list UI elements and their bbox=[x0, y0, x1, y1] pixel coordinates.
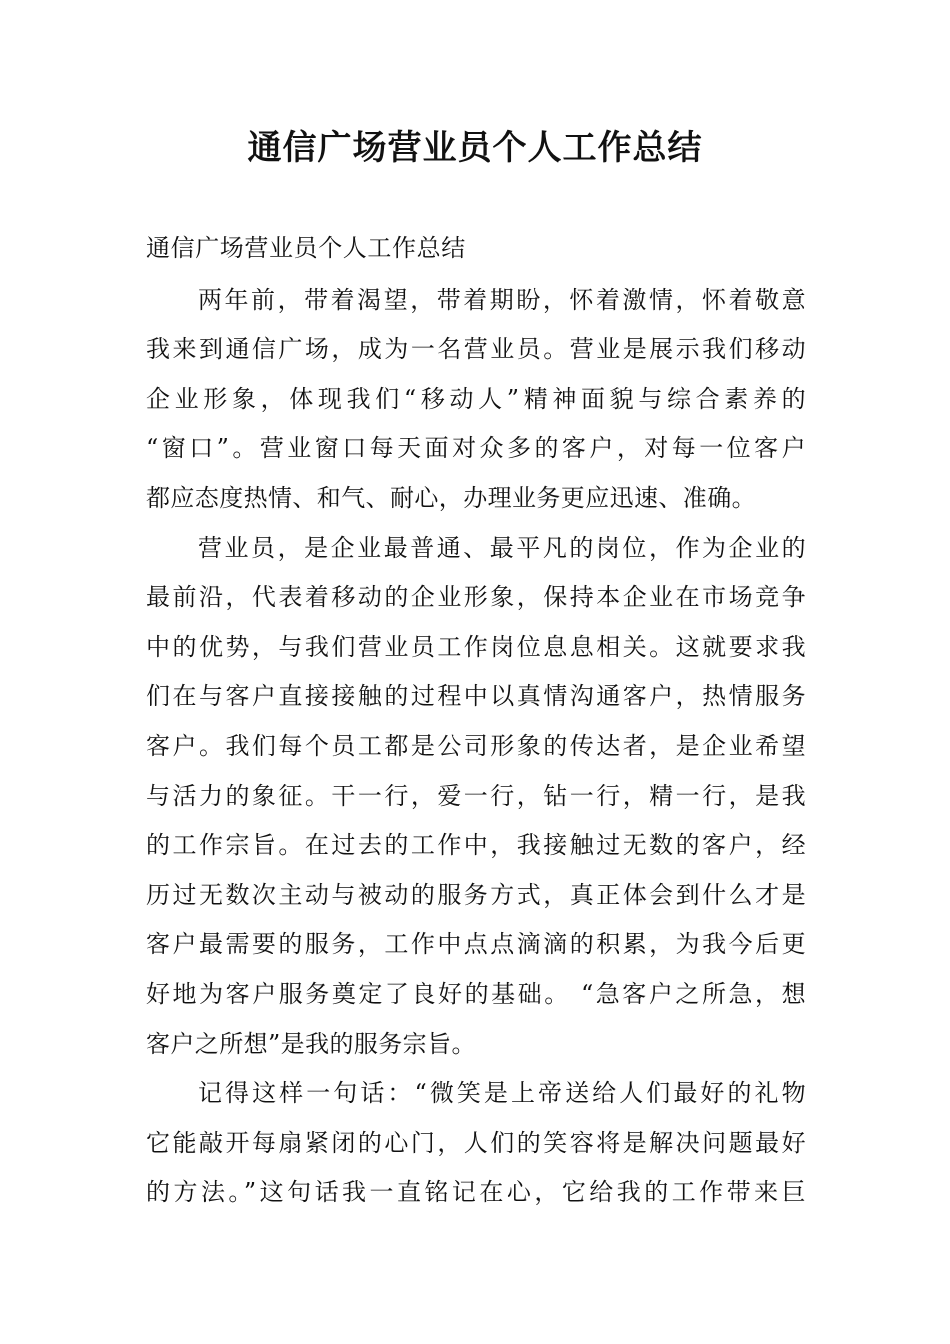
paragraph-line: 都应态度热情、和气、耐心，办理业务更应迅速、准确。 bbox=[146, 483, 756, 512]
paragraph-line: 我来到通信广场，成为一名营业员。营业是展示我们移动 bbox=[146, 335, 806, 364]
paragraph-line: 中的优势，与我们营业员工作岗位息息相关。这就要求我 bbox=[146, 632, 806, 661]
paragraph-line: 它能敲开每扇紧闭的心门，人们的笑容将是解决问题最好 bbox=[146, 1128, 806, 1157]
paragraph-line: “窗口”。营业窗口每天面对众多的客户，对每一位客户 bbox=[146, 434, 806, 463]
paragraph-3 bbox=[146, 1069, 806, 1218]
paragraph-line: 客户最需要的服务，工作中点点滴滴的积累，为我今后更 bbox=[146, 930, 806, 959]
paragraph-line: 最前沿，代表着移动的企业形象，保持本企业在市场竞争 bbox=[146, 583, 806, 612]
paragraph-line: 两年前，带着渴望，带着期盼，怀着激情，怀着敬意 bbox=[198, 285, 806, 314]
paragraph-line: 们在与客户直接接触的过程中以真情沟通客户，热情服务 bbox=[146, 682, 806, 711]
paragraph-line: 企业形象，体现我们“移动人”精神面貌与综合素养的 bbox=[146, 384, 806, 413]
paragraph-line: 客户之所想”是我的服务宗旨。 bbox=[146, 1029, 476, 1058]
paragraph-line: 与活力的象征。干一行，爱一行，钻一行，精一行，是我 bbox=[146, 781, 806, 810]
paragraph-2 bbox=[146, 524, 806, 1070]
document-title: 通信广场营业员个人工作总结 bbox=[247, 128, 703, 168]
paragraph-line: 历过无数次主动与被动的服务方式，真正体会到什么才是 bbox=[146, 880, 806, 909]
paragraph-1 bbox=[146, 276, 806, 524]
paragraph-line: 的工作宗旨。在过去的工作中，我接触过无数的客户，经 bbox=[146, 831, 806, 860]
paragraph-line: 记得这样一句话：“微笑是上帝送给人们最好的礼物 bbox=[198, 1079, 806, 1108]
paragraph-line: 好地为客户服务奠定了良好的基础。 “急客户之所急，想 bbox=[146, 979, 806, 1008]
paragraph-line: 客户。我们每个员工都是公司形象的传达者，是企业希望 bbox=[146, 731, 806, 760]
document-subtitle: 通信广场营业员个人工作总结 bbox=[146, 234, 466, 262]
paragraph-line: 营业员，是企业最普通、最平凡的岗位，作为企业的 bbox=[198, 533, 806, 562]
document-body bbox=[146, 224, 806, 1218]
paragraph-line: 的方法。”这句话我一直铭记在心，它给我的工作带来巨 bbox=[146, 1178, 806, 1207]
